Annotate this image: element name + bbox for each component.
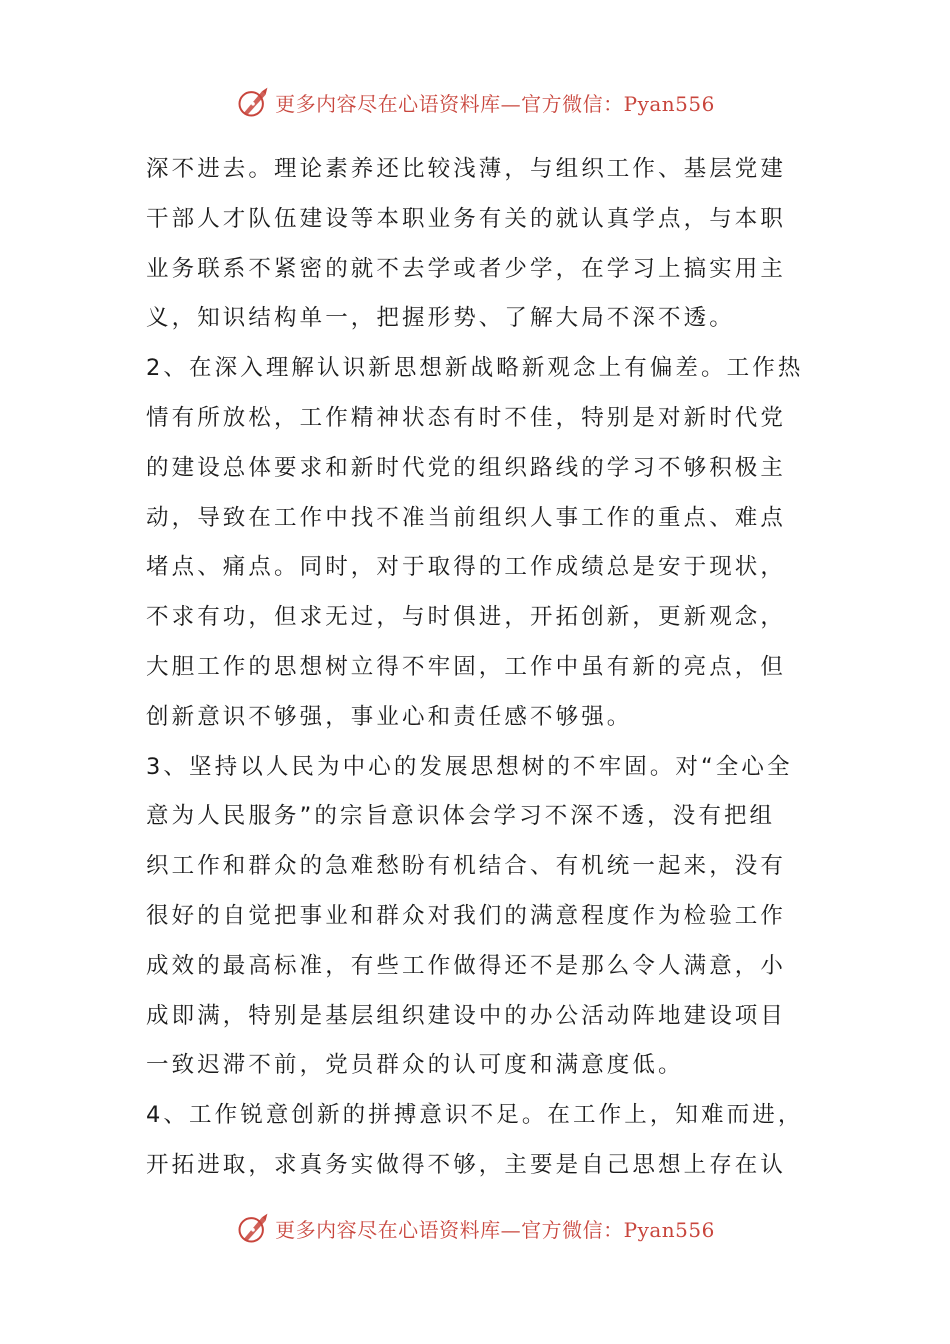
text-line: 成效的最高标准，有些工作做得还不是那么令人满意，小 <box>146 952 787 979</box>
text-line: 意为人民服务”的宗旨意识体会学习不深不透，没有把组 <box>146 803 776 830</box>
pen-nib-logo-icon <box>235 1210 271 1246</box>
text-line: 一致迟滞不前，党员群众的认可度和满意度低。 <box>146 1052 684 1079</box>
document-body <box>146 145 806 1191</box>
text-line: 成即满，特别是基层组织建设中的办公活动阵地建设项目 <box>146 1002 787 1029</box>
text-line: 的建设总体要求和新时代党的组织路线的学习不够积极主 <box>146 454 787 481</box>
text-line: 动，导致在工作中找不准当前组织人事工作的重点、难点 <box>146 504 787 531</box>
text-line: 开拓进取，求真务实做得不够，主要是自己思想上存在认 <box>146 1151 787 1178</box>
text-line: 很好的自觉把事业和群众对我们的满意程度作为检验工作 <box>146 902 787 929</box>
text-line: 创新意识不够强，事业心和责任感不够强。 <box>146 703 633 730</box>
banner-text: 更多内容尽在心语资料库—官方微信：Pyan556 <box>275 1217 715 1242</box>
text-line: 情有所放松，工作精神状态有时不佳，特别是对新时代党 <box>146 404 787 431</box>
text-line: 业务联系不紧密的就不去学或者少学，在学习上搞实用主 <box>146 255 787 282</box>
text-line: 3、坚持以人民为中心的发展思想树的不牢固。对“全心全 <box>146 753 793 780</box>
text-line: 深不进去。理论素养还比较浅薄，与组织工作、基层党建 <box>146 156 787 182</box>
pen-nib-logo-icon <box>235 84 271 120</box>
text-line: 干部人才队伍建设等本职业务有关的就认真学点，与本职 <box>146 205 787 232</box>
header-watermark-banner <box>0 80 950 124</box>
text-line: 大胆工作的思想树立得不牢固，工作中虽有新的亮点，但 <box>146 653 787 680</box>
footer-watermark-banner <box>0 1206 950 1250</box>
text-line: 4、工作锐意创新的拼搏意识不足。在工作上，知难而进， <box>146 1102 804 1129</box>
text-line: 2、在深入理解认识新思想新战略新观念上有偏差。工作热 <box>146 355 804 382</box>
text-line: 堵点、痛点。同时，对于取得的工作成绩总是安于现状， <box>146 554 787 581</box>
text-line: 织工作和群众的急难愁盼有机结合、有机统一起来，没有 <box>146 853 787 880</box>
text-line: 不求有功，但求无过，与时俱进，开拓创新，更新观念， <box>146 604 787 631</box>
text-line: 义，知识结构单一，把握形势、了解大局不深不透。 <box>146 305 735 332</box>
banner-text: 更多内容尽在心语资料库—官方微信：Pyan556 <box>275 91 715 116</box>
